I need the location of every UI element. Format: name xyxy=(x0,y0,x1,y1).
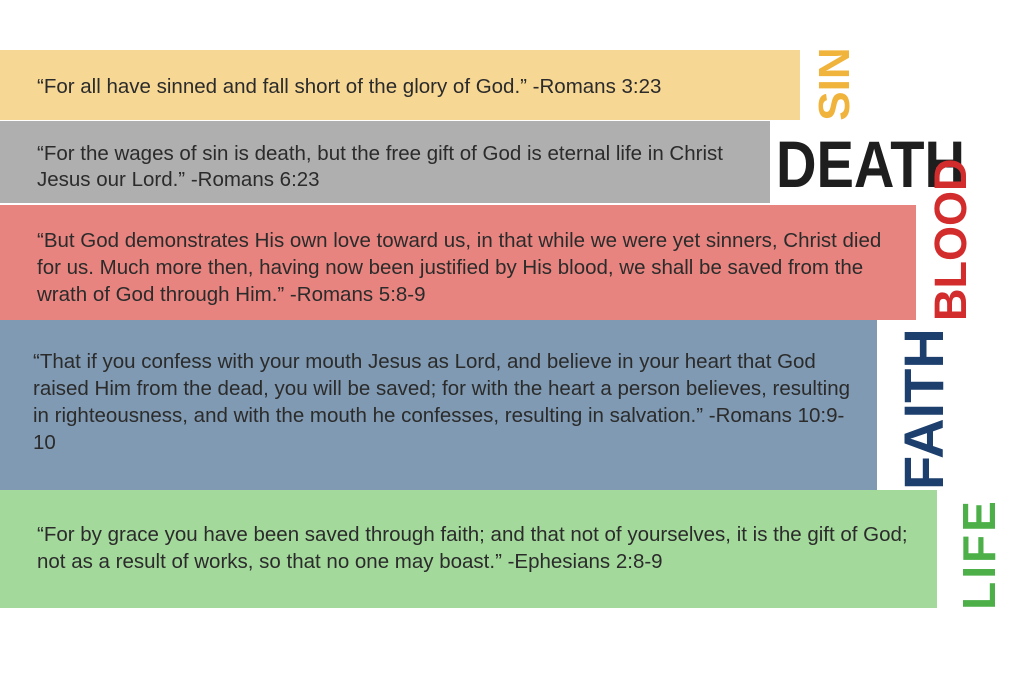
verse-band-blood xyxy=(0,205,916,320)
verse-band-death xyxy=(0,121,770,203)
word-life: LIFE xyxy=(953,498,1005,610)
verse-text: “But God demonstrates His own love toward us, in that while we were yet sinners, Christ died for us. Much more then, having now been justified by His blood, we shall be saved from the wrath of God through Him.” -Romans 5:8-9 xyxy=(37,229,882,306)
verse-text: “For by grace you have been saved through faith; and that not of yourselves, it is the gift of God; not as a result of works, so that no one may boast.” -Ephesians 2:8-9 xyxy=(37,523,908,573)
word-sin: SIN xyxy=(810,47,859,121)
verse-text: “For all have sinned and fall short of the glory of God.” -Romans 3:23 xyxy=(37,75,662,98)
verse-band-life xyxy=(0,490,937,608)
verse-text: “For the wages of sin is death, but the free gift of God is eternal life in Christ Jesus our Lord.” -Romans 6:23 xyxy=(37,142,723,191)
word-death: DEATH xyxy=(776,127,966,201)
verse-band-sin xyxy=(0,50,800,120)
verse-band-faith xyxy=(0,320,877,490)
word-faith: FAITH xyxy=(892,328,955,490)
word-blood: BLOOD xyxy=(925,158,976,321)
verse-text: “That if you confess with your mouth Jesus as Lord, and believe in your heart that God raised Him from the dead, you will be saved; for with the heart a person believes, resulting in righteousness, and with the mouth he confesses, resulting in salvation.” -Romans 10:9-10 xyxy=(33,350,850,454)
